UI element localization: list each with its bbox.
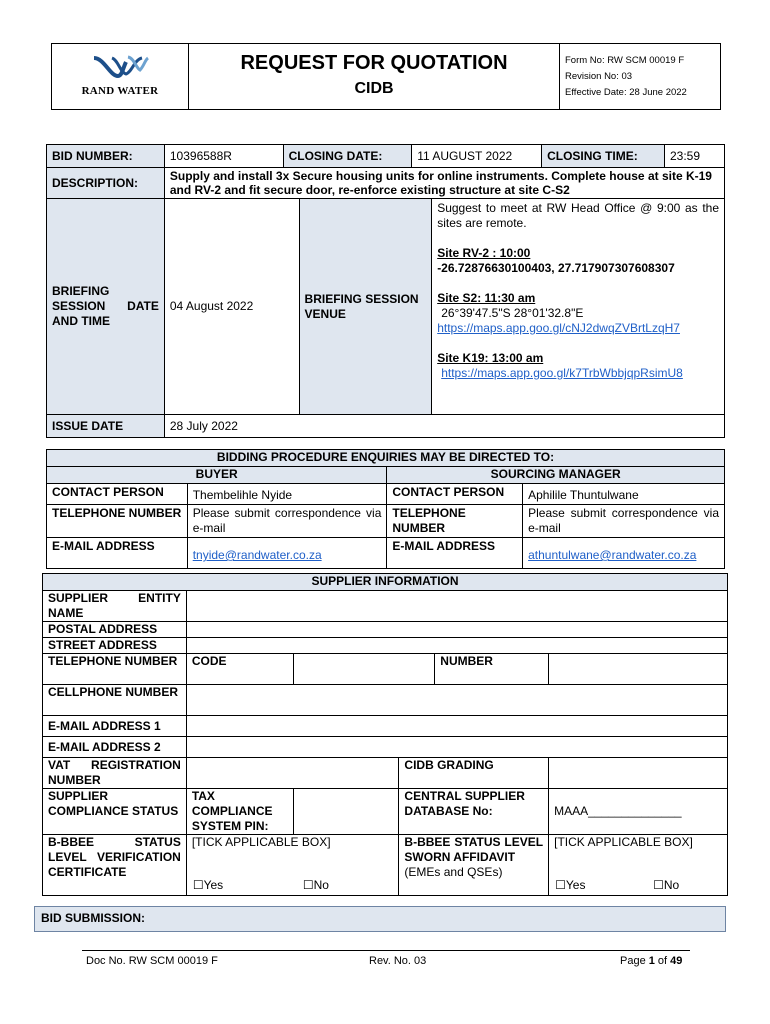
form-number: Form No: RW SCM 00019 F [565,54,685,66]
code-label: CODE [186,654,293,685]
briefing-venue-label: BRIEFING SESSION VENUE [299,199,432,415]
buyer-contact-name: Thembelihle Nyide [187,484,387,505]
affidavit-no-checkbox[interactable]: ☐No [653,878,680,892]
telephone-label: TELEPHONE NUMBER [43,654,187,685]
cellphone-field[interactable] [186,685,727,716]
issue-date-label: ISSUE DATE [47,415,165,438]
tax-pin-label: TAX COMPLIANCE SYSTEM PIN: [186,789,293,835]
logo-cell [52,44,189,110]
footer-doc-number: Doc No. RW SCM 00019 F [86,955,218,967]
closing-date-label: CLOSING DATE: [283,145,412,168]
bid-submission-heading: BID SUBMISSION: [34,906,726,932]
certificate-no-checkbox[interactable]: ☐No [302,878,329,892]
buyer-email-label: E-MAIL ADDRESS [47,538,188,569]
page-current: 1 [648,955,655,967]
footer-revision: Rev. No. 03 [369,955,427,967]
page-prefix: Page [620,955,649,967]
manager-email-link[interactable]: athuntulwane@randwater.co.za [528,548,697,562]
briefing-date-value: 04 August 2022 [164,199,299,415]
page-title: REQUEST FOR QUOTATION [240,51,508,74]
compliance-status-label: SUPPLIER COMPLIANCE STATUS [43,789,187,835]
description-value: Supply and install 3x Secure housing units for online instruments. Complete house at site K-19 and RV-2 and fit secure door, re-enforce existing structure at site C-S2 [164,168,724,199]
site-s2-map-link[interactable]: https://maps.app.goo.gl/cNJ2dwqZVBrtLzqH7 [437,321,680,335]
revision-number: Revision No: 03 [565,70,633,82]
bid-number-label: BID NUMBER: [47,145,165,168]
briefing-venue-value [432,199,725,415]
document-header [51,43,721,110]
manager-contact-name: Aphilile Thuntulwane [523,484,725,505]
number-field[interactable] [549,654,728,685]
tick-instruction-1: [TICK APPLICABLE BOX] [191,835,331,849]
email2-label: E-MAIL ADDRESS 2 [43,737,187,758]
entity-name-label: SUPPLIER ENTITY NAME [43,591,187,622]
cidb-grading-field[interactable] [549,758,728,789]
manager-contact-label: CONTACT PERSON [387,484,523,505]
closing-time-label: CLOSING TIME: [542,145,665,168]
closing-time-value: 23:59 [664,145,724,168]
csd-field[interactable]: MAAA______________ [549,789,728,835]
bid-number-value: 10396588R [164,145,283,168]
buyer-contact-label: CONTACT PERSON [47,484,188,505]
postal-address-field[interactable] [186,622,727,638]
code-field[interactable] [293,654,435,685]
affidavit-yes-checkbox[interactable]: ☐Yes [555,878,586,892]
site-rv2-coordinates: -26.72876630100403, 27.717907307608307 [437,261,675,275]
buyer-telephone-label: TELEPHONE NUMBER [47,505,188,538]
tick-instruction-2: [TICK APPLICABLE BOX] [554,835,693,849]
form-info-cell [560,44,721,110]
email1-field[interactable] [186,716,727,737]
supplier-info-table [42,573,728,896]
enquiries-heading: BIDDING PROCEDURE ENQUIRIES MAY BE DIRECTED TO: [47,450,725,467]
affidavit-note: (EMEs and QSEs) [404,865,503,879]
site-rv2-title: Site RV-2 : 10:00 [437,246,531,260]
issue-date-value: 28 July 2022 [164,415,724,438]
venue-intro: Suggest to meet at RW Head Office @ 9:00 as the sites are remote. [437,201,719,230]
rand-water-logo-icon [90,54,150,80]
site-s2-title: Site S2: 11:30 am [437,291,536,305]
postal-address-label: POSTAL ADDRESS [43,622,187,638]
street-address-label: STREET ADDRESS [43,638,187,654]
street-address-field[interactable] [186,638,727,654]
bid-details-table [46,144,725,438]
manager-telephone-label: TELEPHONE NUMBER [387,505,523,538]
sourcing-manager-heading: SOURCING MANAGER [387,467,725,484]
manager-email-label: E-MAIL ADDRESS [387,538,523,569]
supplier-info-heading: SUPPLIER INFORMATION [43,574,728,591]
enquiries-table [46,449,725,569]
vat-label: VAT REGISTRATION NUMBER [43,758,187,789]
vat-field[interactable] [186,758,399,789]
effective-date: Effective Date: 28 June 2022 [565,86,687,98]
email2-field[interactable] [186,737,727,758]
entity-name-field[interactable] [186,591,727,622]
bbbee-affidavit-label [399,835,549,896]
number-label: NUMBER [435,654,549,685]
bbbee-certificate-label: B-BBEE STATUS LEVEL VERIFICATION CERTIFICATE [43,835,187,896]
briefing-date-label: BRIEFING SESSION DATE AND TIME [47,199,165,415]
site-k19-map-link[interactable]: https://maps.app.goo.gl/k7TrbWbbjqpRsimU8 [441,366,683,380]
email1-label: E-MAIL ADDRESS 1 [43,716,187,737]
manager-telephone-value: Please submit correspondence via e-mail [523,505,725,538]
logo-text: RAND WATER [81,85,159,97]
page-of: of [654,955,671,967]
affidavit-title: B-BBEE STATUS LEVEL SWORN AFFIDAVIT [404,835,544,864]
footer-page-number [620,955,682,967]
cidb-grading-label: CIDB GRADING [399,758,549,789]
bbbee-affidavit-options [549,835,728,896]
page-total: 49 [670,955,683,967]
site-k19-title: Site K19: 13:00 am [437,351,544,365]
page-subtitle: CIDB [354,79,394,97]
closing-date-value: 11 AUGUST 2022 [412,145,542,168]
buyer-telephone-value: Please submit correspondence via e-mail [187,505,387,538]
certificate-yes-checkbox[interactable]: ☐Yes [192,878,224,892]
cellphone-label: CELLPHONE NUMBER [43,685,187,716]
tax-pin-field[interactable] [293,789,399,835]
buyer-email-link[interactable]: tnyide@randwater.co.za [192,548,322,562]
title-cell [189,44,560,110]
description-label: DESCRIPTION: [47,168,165,199]
bbbee-certificate-options [186,835,399,896]
buyer-heading: BUYER [47,467,387,484]
page-footer [82,950,690,970]
csd-label: CENTRAL SUPPLIER DATABASE No: [399,789,549,835]
site-s2-coordinates: 26°39'47.5"S 28°01'32.8"E [441,306,584,320]
